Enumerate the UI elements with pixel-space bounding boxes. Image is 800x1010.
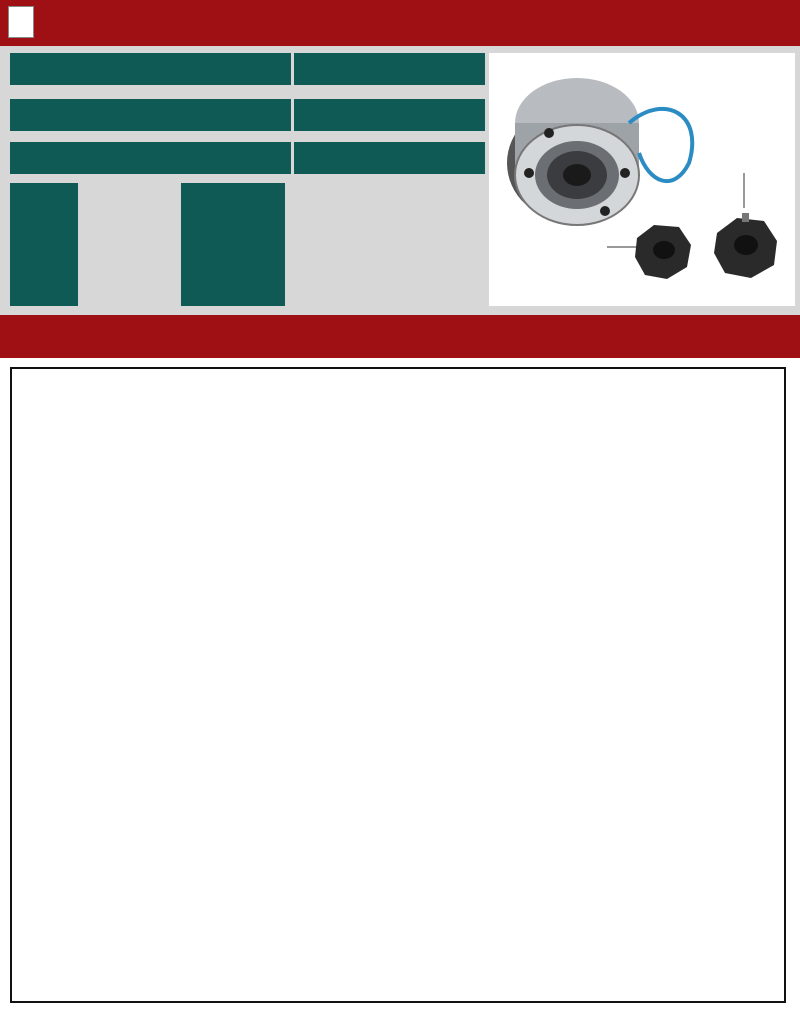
top-section	[0, 0, 800, 315]
power-value	[291, 142, 484, 174]
power-label	[10, 142, 286, 174]
dynamic-torque-row	[10, 99, 485, 131]
model-badge	[8, 6, 34, 38]
static-torque-value	[291, 53, 484, 85]
static-torque-row	[10, 53, 485, 85]
production-header	[0, 315, 800, 358]
static-torque-label	[10, 53, 286, 85]
power-row	[10, 142, 485, 174]
spec-table	[10, 367, 786, 1003]
diameter-direction-label	[10, 183, 78, 306]
product-photo	[489, 53, 795, 306]
dynamic-torque-label	[10, 99, 286, 131]
stock-header	[0, 0, 800, 46]
dynamic-torque-value	[291, 99, 484, 131]
shaft-direction-label	[181, 183, 285, 306]
